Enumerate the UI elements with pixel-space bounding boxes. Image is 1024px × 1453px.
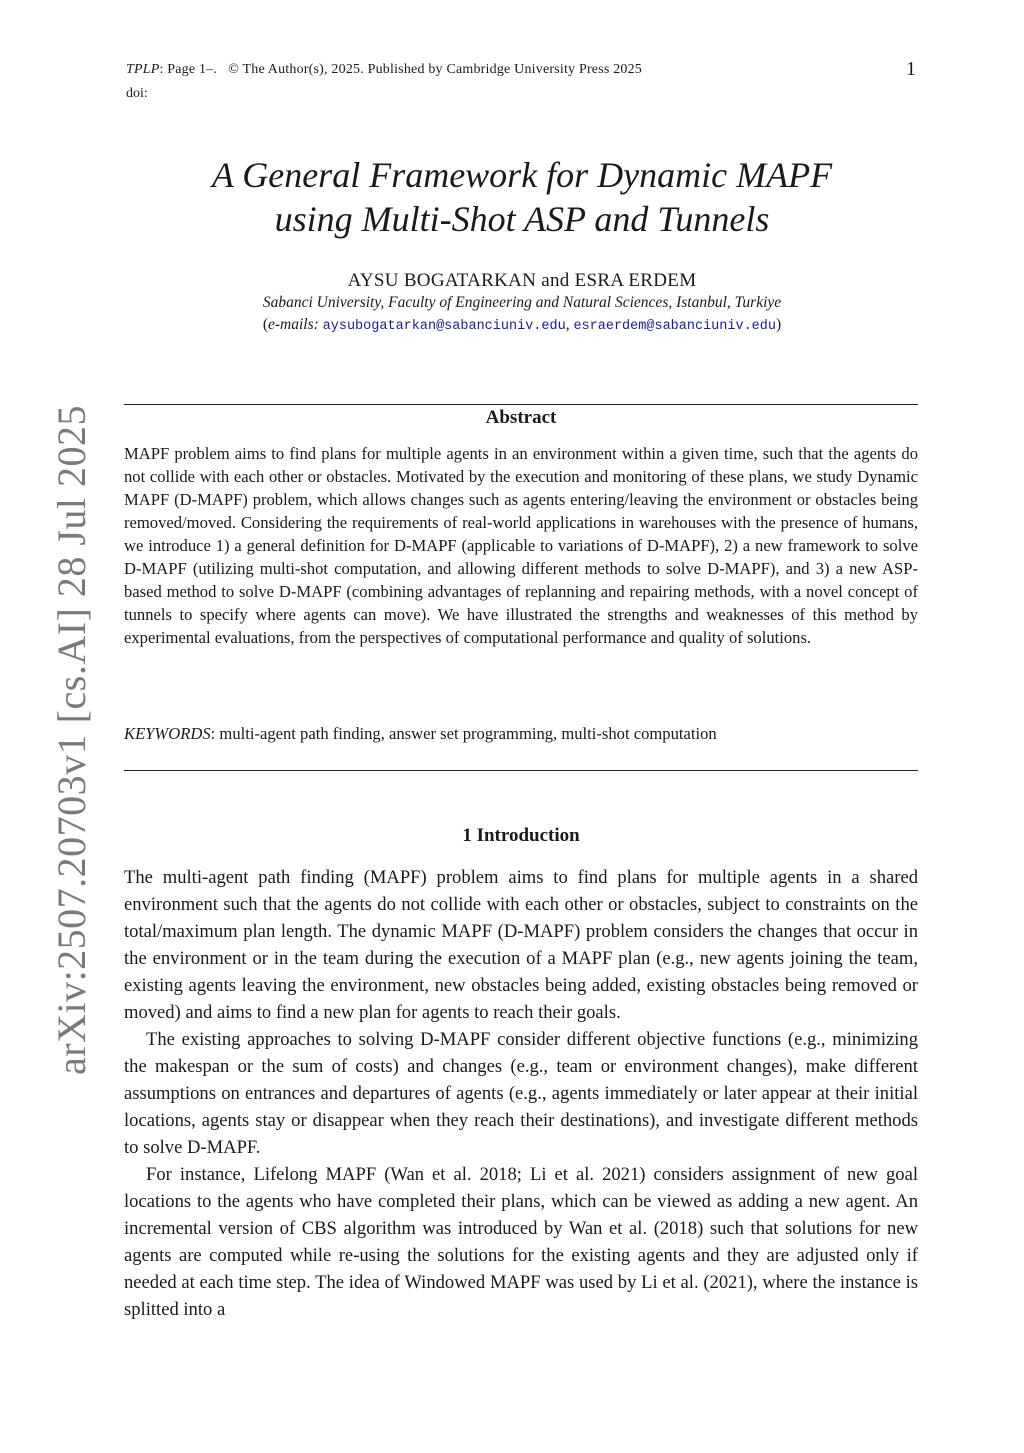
- affiliation: Sabanci University, Faculty of Engineering and Natural Sciences, Istanbul, Turkiye: [262, 294, 782, 311]
- email-label: e-mails:: [267, 316, 319, 333]
- keywords-line: [124, 724, 918, 744]
- email-open-paren: (: [262, 316, 268, 333]
- email-close-paren: ): [776, 316, 782, 333]
- journal-abbrev: TPLP: [126, 62, 160, 77]
- intro-paragraph: The existing approaches to solving D-MAPF consider different objective functions (e.g., minimizing the makespan or the sum of costs) and changes (e.g., team or environment changes), make different assumptions on entrances and departures of agents (e.g., agents immediately or later appear at their initial locations, agents stay or disappear when they reach their destinations), and investigate different methods to solve D-MAPF.: [124, 1029, 918, 1158]
- email-separator: ,: [565, 316, 574, 333]
- keywords-text: : multi-agent path finding, answer set programming, multi-shot computation: [210, 724, 717, 743]
- abstract-heading: Abstract: [485, 407, 557, 428]
- keywords-label: KEYWORDS: [124, 724, 211, 743]
- intro-paragraph: For instance, Lifelong MAPF (Wan et al. 2018; Li et al. 2021) considers assignment of new goal locations to the agents who have completed their plans, which can be viewed as adding a new agent. An incremental version of CBS algorithm was introduced by Wan et al. (2018) such that solutions for new agents are computed while re-using the solutions for the existing agents and they are adjusted only if needed at each time step. The idea of Windowed MAPF was used by Li et al. (2021), where the instance is splitted into a: [124, 1164, 918, 1320]
- running-header: [126, 62, 642, 78]
- doi-line: doi:: [126, 86, 148, 101]
- abstract-text: MAPF problem aims to find plans for multiple agents in an environment within a given time, such that the agents do not collide with each other or obstacles. Motivated by the execution and monitoring of these plans, we study Dynamic MAPF (D-MAPF) problem, which allows changes such as agents entering/leaving the environment or obstacles being removed/moved. Considering the requirements of real-world applications in warehouses with the presence of humans, we introduce 1) a general definition for D-MAPF (applicable to variations of D-MAPF), 2) a new framework to solve D-MAPF (utilizing multi-shot computation, and allowing different methods to solve D-MAPF), and 3) a new ASP-based method to solve D-MAPF (combining advantages of replanning and repairing methods, with a novel concept of tunnels to specify where agents can move). We have illustrated the strengths and weaknesses of this method by experimental evaluations, from the perspectives of computational performance and quality of solutions.: [124, 444, 918, 648]
- authors: AYSU BOGATARKAN and ESRA ERDEM: [347, 270, 697, 291]
- email-link-2[interactable]: esraerdem@sabanciuniv.edu: [573, 319, 776, 334]
- email-line: [126, 316, 918, 334]
- title-line-2: using Multi-Shot ASP and Tunnels: [274, 199, 770, 239]
- abstract-bottom-rule: [124, 770, 918, 771]
- arxiv-side-identifier: arXiv:2507.20703v1 [cs.AI] 28 Jul 2025: [49, 404, 94, 1075]
- page-range: : Page 1–.: [159, 62, 218, 77]
- page-number: 1: [906, 58, 916, 80]
- introduction-body: [124, 864, 918, 1323]
- section-heading-introduction: 1 Introduction: [462, 825, 580, 846]
- paper-title: [126, 153, 918, 241]
- email-link-1[interactable]: aysubogatarkan@sabanciuniv.edu: [322, 319, 566, 334]
- intro-paragraph: The multi-agent path finding (MAPF) problem aims to find plans for multiple agents in a shared environment such that the agents do not collide with each other or obstacles, subject to constraints on the total/maximum plan length. The dynamic MAPF (D-MAPF) problem considers the changes that occur in the environment or in the team during the execution of a MAPF plan (e.g., new agents joining the team, existing agents leaving the environment, new obstacles being added, existing obstacles being removed or moved) and aims to find a new plan for agents to reach their goals.: [124, 867, 918, 1023]
- abstract-top-rule: [124, 404, 918, 405]
- copyright-notice: © The Author(s), 2025. Published by Cambridge University Press 2025: [228, 62, 643, 77]
- title-line-1: A General Framework for Dynamic MAPF: [211, 155, 833, 195]
